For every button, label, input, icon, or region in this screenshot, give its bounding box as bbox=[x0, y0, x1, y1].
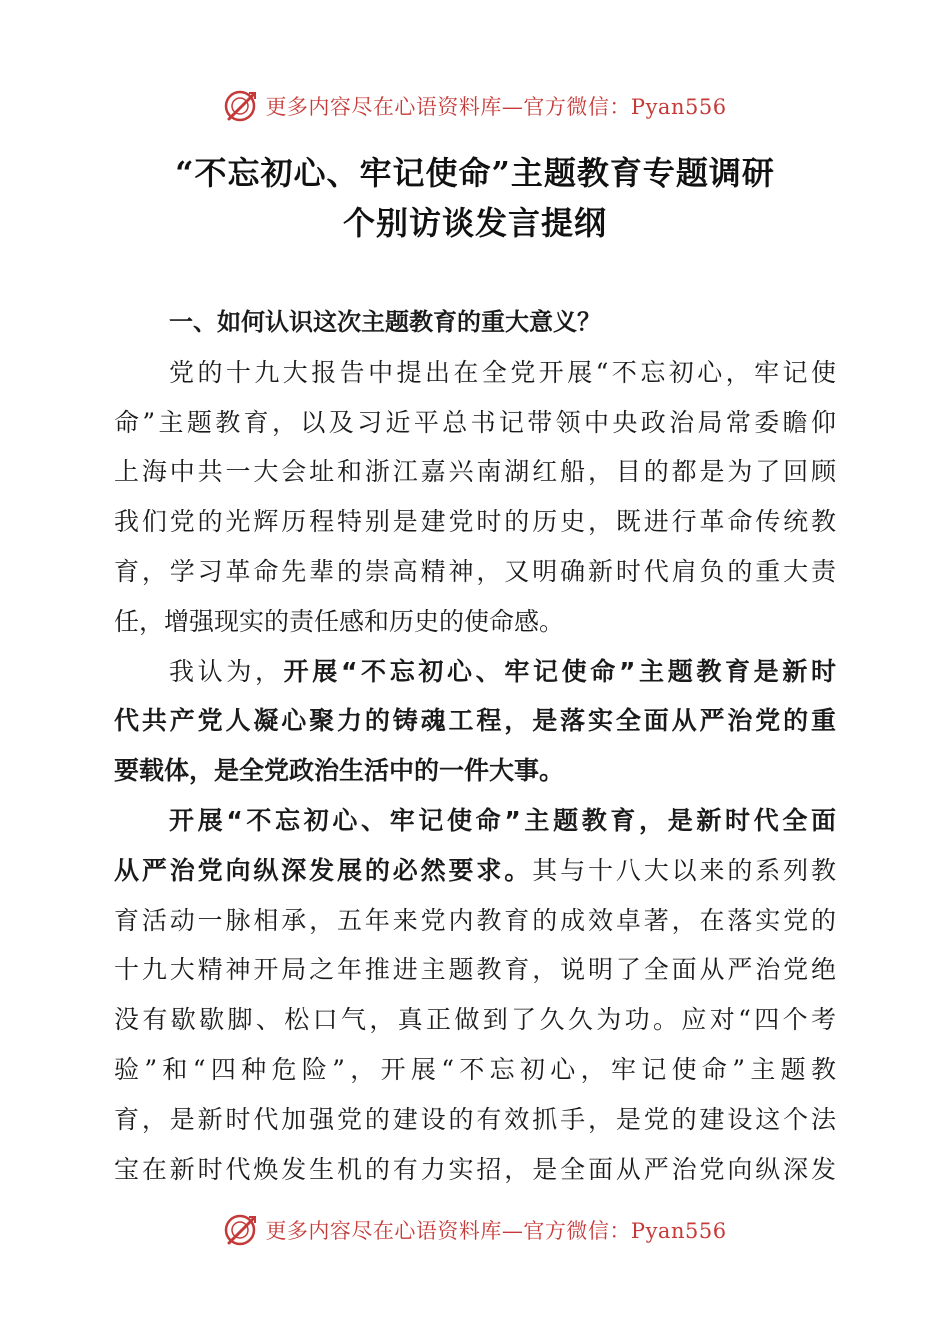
paragraph-line: 上海中共一大会址和浙江嘉兴南湖红船，目的都是为了回顾 bbox=[114, 457, 836, 487]
paragraph-line: 宝在新时代焕发生机的有力实招，是全面从严治党向纵深发 bbox=[114, 1154, 836, 1184]
document-title-line2: 个别访谈发言提纲 bbox=[342, 204, 607, 242]
banner-text: 更多内容尽在心语资料库—官方微信：Pyan556 bbox=[265, 1219, 727, 1243]
logo-icon bbox=[223, 89, 259, 123]
section-heading: 一、如何认识这次主题教育的重大意义？ bbox=[169, 308, 601, 336]
document-body bbox=[114, 298, 836, 1194]
header-banner bbox=[0, 86, 950, 126]
paragraph-line: 没有歇歇脚、松口气，真正做到了久久为功。应对“四个考 bbox=[114, 1005, 836, 1035]
logo-icon bbox=[223, 1213, 259, 1247]
bold-text: 从严治党向纵深发展的必然要求。 bbox=[114, 855, 533, 885]
paragraph-line bbox=[114, 796, 836, 846]
bold-text: 开展“不忘初心、牢记使命”主题教育，是新时代全面 bbox=[169, 805, 836, 835]
paragraph-line: 育活动一脉相承，五年来党内教育的成效卓著，在落实党的 bbox=[114, 905, 836, 935]
paragraph-line: 我们党的光辉历程特别是建党时的历史，既进行革命传统教 bbox=[114, 507, 836, 537]
paragraph-line bbox=[114, 696, 836, 746]
paragraph-line: 命”主题教育，以及习近平总书记带领中央政治局常委瞻仰 bbox=[114, 407, 836, 437]
paragraph-line: 任，增强现实的责任感和历史的使命感。 bbox=[114, 606, 565, 636]
banner-text: 更多内容尽在心语资料库—官方微信：Pyan556 bbox=[265, 95, 727, 119]
paragraph-line: 党的十九大报告中提出在全党开展“不忘初心，牢记使 bbox=[169, 357, 836, 387]
paragraph-lead: 我认为， bbox=[169, 656, 284, 686]
paragraph-line bbox=[114, 746, 836, 796]
bold-text: 开展“不忘初心、牢记使命”主题教育是新时 bbox=[283, 656, 836, 686]
bold-text: 要载体，是全党政治生活中的一件大事。 bbox=[114, 756, 565, 786]
paragraph-line: 验”和“四种危险”，开展“不忘初心，牢记使命”主题教 bbox=[114, 1054, 836, 1084]
document-title-line1: “不忘初心、牢记使命”主题教育专题调研 bbox=[175, 154, 775, 192]
footer-banner bbox=[0, 1210, 950, 1250]
bold-text: 代共产党人凝心聚力的铸魂工程，是落实全面从严治党的重 bbox=[114, 706, 836, 736]
paragraph-line: 育，是新时代加强党的建设的有效抓手，是党的建设这个法 bbox=[114, 1104, 836, 1134]
plain-text: 其与十八大以来的系列教 bbox=[532, 855, 836, 885]
paragraph-line: 育，学习革命先辈的崇高精神，又明确新时代肩负的重大责 bbox=[114, 556, 836, 586]
paragraph-line bbox=[114, 846, 836, 896]
paragraph-line: 十九大精神开局之年推进主题教育，说明了全面从严治党绝 bbox=[114, 955, 836, 985]
paragraph-line bbox=[114, 647, 836, 697]
